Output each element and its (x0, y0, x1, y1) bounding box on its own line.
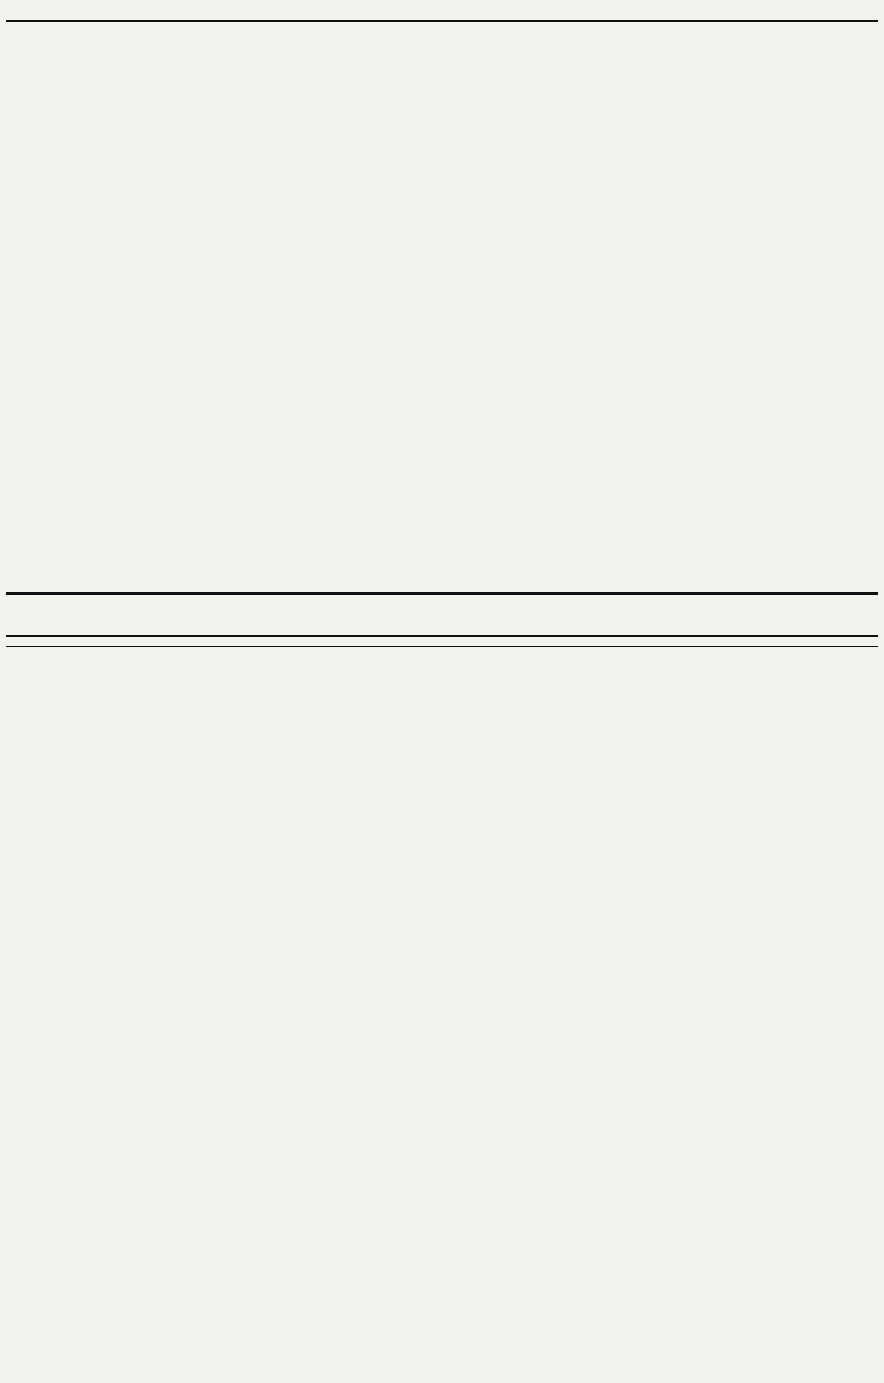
help-wanted-section (6, 24, 878, 588)
service-guide-section (6, 650, 878, 1378)
folio-line (6, 4, 878, 22)
deadline-bar (6, 635, 878, 647)
home-service-guide-banner (6, 592, 878, 637)
